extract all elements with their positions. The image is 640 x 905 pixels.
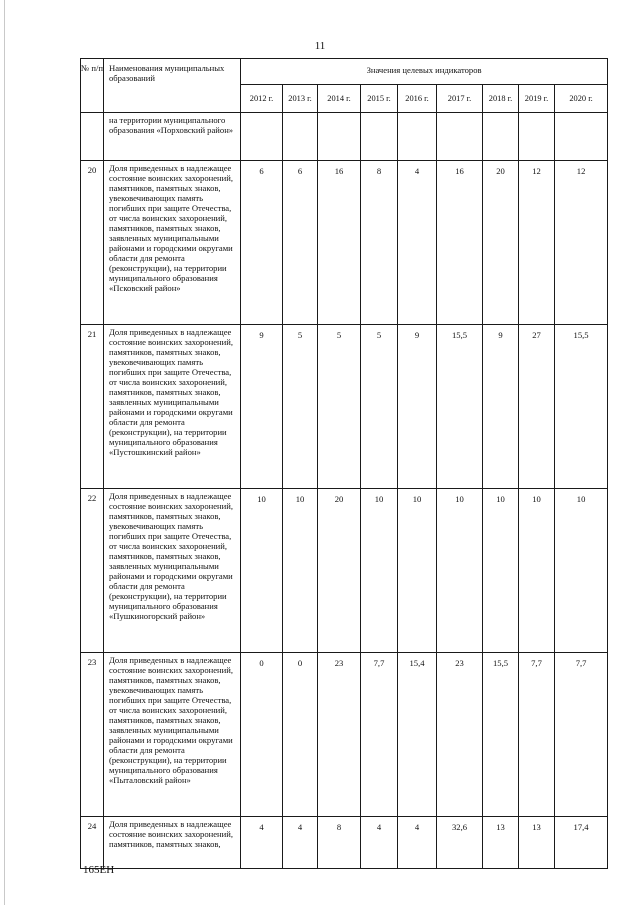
table-row <box>81 653 608 817</box>
indicator-value: 7,7 <box>519 653 555 817</box>
year-header: 2018 г. <box>483 85 519 113</box>
indicator-value: 10 <box>519 489 555 653</box>
indicator-value <box>555 113 608 161</box>
year-header: 2015 г. <box>361 85 398 113</box>
indicator-value: 23 <box>318 653 361 817</box>
indicator-value: 6 <box>283 161 318 325</box>
indicator-value: 6 <box>241 161 283 325</box>
indicator-value: 10 <box>241 489 283 653</box>
indicator-value: 0 <box>241 653 283 817</box>
indicator-value: 5 <box>361 325 398 489</box>
indicator-value <box>241 113 283 161</box>
year-header: 2012 г. <box>241 85 283 113</box>
indicator-value: 4 <box>283 817 318 869</box>
indicator-value: 10 <box>437 489 483 653</box>
indicator-value: 4 <box>241 817 283 869</box>
footer-code: 165ЕН <box>83 864 115 876</box>
indicator-value: 32,6 <box>437 817 483 869</box>
row-name: Доля приведенных в надлежащее состояние воинских захоронений, памятников, памятных знаков, увековечивающих память погибших при защите Отечества, от числа воинских захоронений, памятников, памятных знаков, заявленных муниципальными районами и городскими округами области для ремонта (реконструкции), на территории муниципального образования «Пыталовский район» <box>104 653 241 817</box>
indicator-value: 20 <box>483 161 519 325</box>
indicator-value: 10 <box>555 489 608 653</box>
year-header: 2019 г. <box>519 85 555 113</box>
indicator-value <box>483 113 519 161</box>
indicator-value: 5 <box>283 325 318 489</box>
indicator-value: 20 <box>318 489 361 653</box>
row-number: 20 <box>81 161 104 325</box>
indicator-value: 27 <box>519 325 555 489</box>
row-name: Доля приведенных в надлежащее состояние воинских захоронений, памятников, памятных знаков, увековечивающих память погибших при защите Отечества, от числа воинских захоронений, памятников, памятных знаков, заявленных муниципальными районами и городскими округами области для ремонта (реконструкции), на территории муниципального образования «Пушкиногорский район» <box>104 489 241 653</box>
table-header-row <box>81 59 608 85</box>
row-name: на территории муниципального образования «Порховский район» <box>104 113 241 161</box>
indicator-value: 9 <box>241 325 283 489</box>
header-num: № п/п <box>81 59 104 113</box>
indicator-value: 15,4 <box>398 653 437 817</box>
indicator-value: 12 <box>519 161 555 325</box>
row-number: 22 <box>81 489 104 653</box>
year-header: 2017 г. <box>437 85 483 113</box>
indicator-value: 15,5 <box>555 325 608 489</box>
indicator-value: 10 <box>483 489 519 653</box>
indicator-value <box>361 113 398 161</box>
indicator-value: 10 <box>283 489 318 653</box>
table-row <box>81 817 608 869</box>
indicator-value: 13 <box>519 817 555 869</box>
indicator-value <box>283 113 318 161</box>
table-row <box>81 489 608 653</box>
indicator-value <box>398 113 437 161</box>
indicator-value: 15,5 <box>483 653 519 817</box>
indicator-value: 16 <box>318 161 361 325</box>
indicator-value: 17,4 <box>555 817 608 869</box>
indicator-value: 0 <box>283 653 318 817</box>
row-number: 23 <box>81 653 104 817</box>
year-header: 2013 г. <box>283 85 318 113</box>
indicator-value: 4 <box>398 817 437 869</box>
indicator-value: 12 <box>555 161 608 325</box>
row-name: Доля приведенных в надлежащее состояние воинских захоронений, памятников, памятных знаков, <box>104 817 241 869</box>
indicator-value: 9 <box>398 325 437 489</box>
year-header: 2020 г. <box>555 85 608 113</box>
row-number: 24 <box>81 817 104 869</box>
indicator-value <box>318 113 361 161</box>
row-number <box>81 113 104 161</box>
indicator-value: 8 <box>318 817 361 869</box>
year-header: 2016 г. <box>398 85 437 113</box>
table-row <box>81 161 608 325</box>
header-indicators: Значения целевых индикаторов <box>241 59 608 85</box>
indicator-value: 23 <box>437 653 483 817</box>
indicators-table <box>80 58 608 869</box>
header-name: Наименования муниципальных образований <box>104 59 241 113</box>
indicator-value <box>519 113 555 161</box>
indicator-value: 15,5 <box>437 325 483 489</box>
indicator-value: 10 <box>361 489 398 653</box>
row-name: Доля приведенных в надлежащее состояние воинских захоронений, памятников, памятных знаков, увековечивающих память погибших при защите Отечества, от числа воинских захоронений, памятников, памятных знаков, заявленных муниципальными районами и городскими округами области для ремонта (реконструкции), на территории муниципального образования «Пустошкинский район» <box>104 325 241 489</box>
row-number: 21 <box>81 325 104 489</box>
indicator-value: 9 <box>483 325 519 489</box>
indicator-value <box>437 113 483 161</box>
table-row <box>81 325 608 489</box>
page-number: 11 <box>314 40 326 52</box>
indicator-value: 7,7 <box>555 653 608 817</box>
indicator-value: 4 <box>398 161 437 325</box>
row-name: Доля приведенных в надлежащее состояние воинских захоронений, памятников, памятных знаков, увековечивающих память погибших при защите Отечества, от числа воинских захоронений, памятников, памятных знаков, заявленных муниципальными районами и городскими округами области для ремонта (реконструкции), на территории муниципального образования «Псковский район» <box>104 161 241 325</box>
indicator-value: 4 <box>361 817 398 869</box>
indicator-value: 5 <box>318 325 361 489</box>
indicator-value: 10 <box>398 489 437 653</box>
scan-edge-line <box>4 0 5 905</box>
indicator-value: 13 <box>483 817 519 869</box>
indicator-value: 16 <box>437 161 483 325</box>
year-header: 2014 г. <box>318 85 361 113</box>
table-row <box>81 113 608 161</box>
indicator-value: 7,7 <box>361 653 398 817</box>
indicator-value: 8 <box>361 161 398 325</box>
